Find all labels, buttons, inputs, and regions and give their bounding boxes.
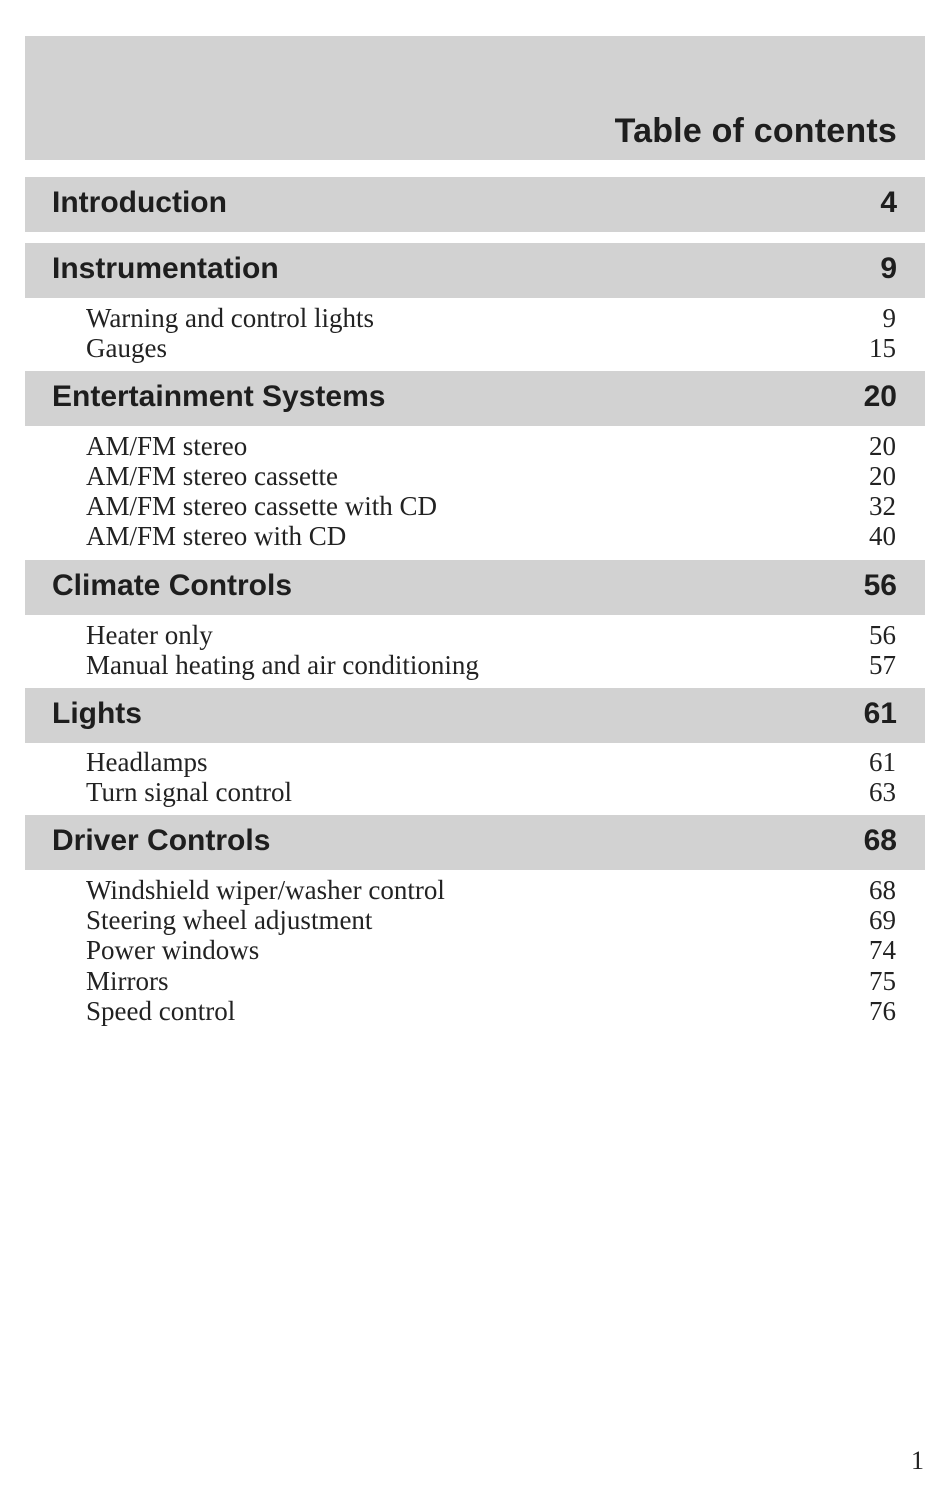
section-page: 9: [880, 252, 897, 285]
entry-page: 61: [869, 747, 896, 777]
entry-title: Speed control: [86, 996, 236, 1026]
entry-page: 9: [882, 303, 896, 333]
toc-entry[interactable]: [86, 303, 896, 333]
entry-title: Manual heating and air conditioning: [86, 650, 479, 680]
entry-title: Power windows: [86, 935, 260, 965]
toc-entry[interactable]: [86, 521, 896, 551]
toc-entry[interactable]: [86, 650, 896, 680]
entry-page: 69: [869, 905, 896, 935]
entry-page: 20: [869, 461, 896, 491]
entry-title: AM/FM stereo cassette: [86, 461, 338, 491]
entry-title: Turn signal control: [86, 777, 293, 807]
toc-entry[interactable]: [86, 431, 896, 461]
section-page: 68: [863, 824, 897, 857]
section-driver-controls[interactable]: [25, 815, 925, 870]
entry-page: 63: [869, 777, 896, 807]
entry-page: 15: [869, 333, 896, 363]
section-title: Lights: [52, 697, 142, 730]
section-introduction[interactable]: [25, 177, 925, 232]
entry-page: 76: [869, 996, 896, 1026]
entry-page: 40: [869, 521, 896, 551]
section-page: 4: [880, 186, 897, 219]
entry-title: Mirrors: [86, 966, 169, 996]
entry-title: AM/FM stereo with CD: [86, 521, 347, 551]
section-instrumentation[interactable]: [25, 243, 925, 298]
section-page: 61: [863, 697, 897, 730]
entry-title: Headlamps: [86, 747, 208, 777]
entry-page: 20: [869, 431, 896, 461]
toc-entry[interactable]: [86, 461, 896, 491]
toc-entry[interactable]: [86, 333, 896, 363]
entry-title: Windshield wiper/washer control: [86, 875, 445, 905]
entry-title: Heater only: [86, 620, 213, 650]
entry-page: 68: [869, 875, 896, 905]
entry-title: AM/FM stereo: [86, 431, 248, 461]
entry-title: Steering wheel adjustment: [86, 905, 373, 935]
section-page: 56: [863, 569, 897, 602]
page-title: Table of contents: [614, 112, 897, 150]
toc-entry[interactable]: [86, 875, 896, 905]
section-title: Introduction: [52, 186, 227, 219]
toc-entry[interactable]: [86, 996, 896, 1026]
entry-page: 74: [869, 935, 896, 965]
section-title: Driver Controls: [52, 824, 271, 857]
toc-entry[interactable]: [86, 620, 896, 650]
entry-page: 75: [869, 966, 896, 996]
section-climate-controls[interactable]: [25, 560, 925, 615]
section-lights[interactable]: [25, 688, 925, 743]
entry-page: 57: [869, 650, 896, 680]
toc-entry[interactable]: [86, 935, 896, 965]
section-title: Instrumentation: [52, 252, 279, 285]
section-entertainment-systems[interactable]: [25, 371, 925, 426]
entry-title: Warning and control lights: [86, 303, 375, 333]
entry-title: Gauges: [86, 333, 167, 363]
toc-entry[interactable]: [86, 777, 896, 807]
section-page: 20: [863, 380, 897, 413]
page-number: 1: [911, 1446, 924, 1475]
entry-page: 56: [869, 620, 896, 650]
section-title: Entertainment Systems: [52, 380, 386, 413]
toc-entry[interactable]: [86, 905, 896, 935]
toc-entry[interactable]: [86, 747, 896, 777]
entry-title: AM/FM stereo cassette with CD: [86, 491, 437, 521]
toc-header: [25, 36, 925, 160]
entry-page: 32: [869, 491, 896, 521]
section-title: Climate Controls: [52, 569, 293, 602]
toc-entry[interactable]: [86, 491, 896, 521]
toc-entry[interactable]: [86, 966, 896, 996]
